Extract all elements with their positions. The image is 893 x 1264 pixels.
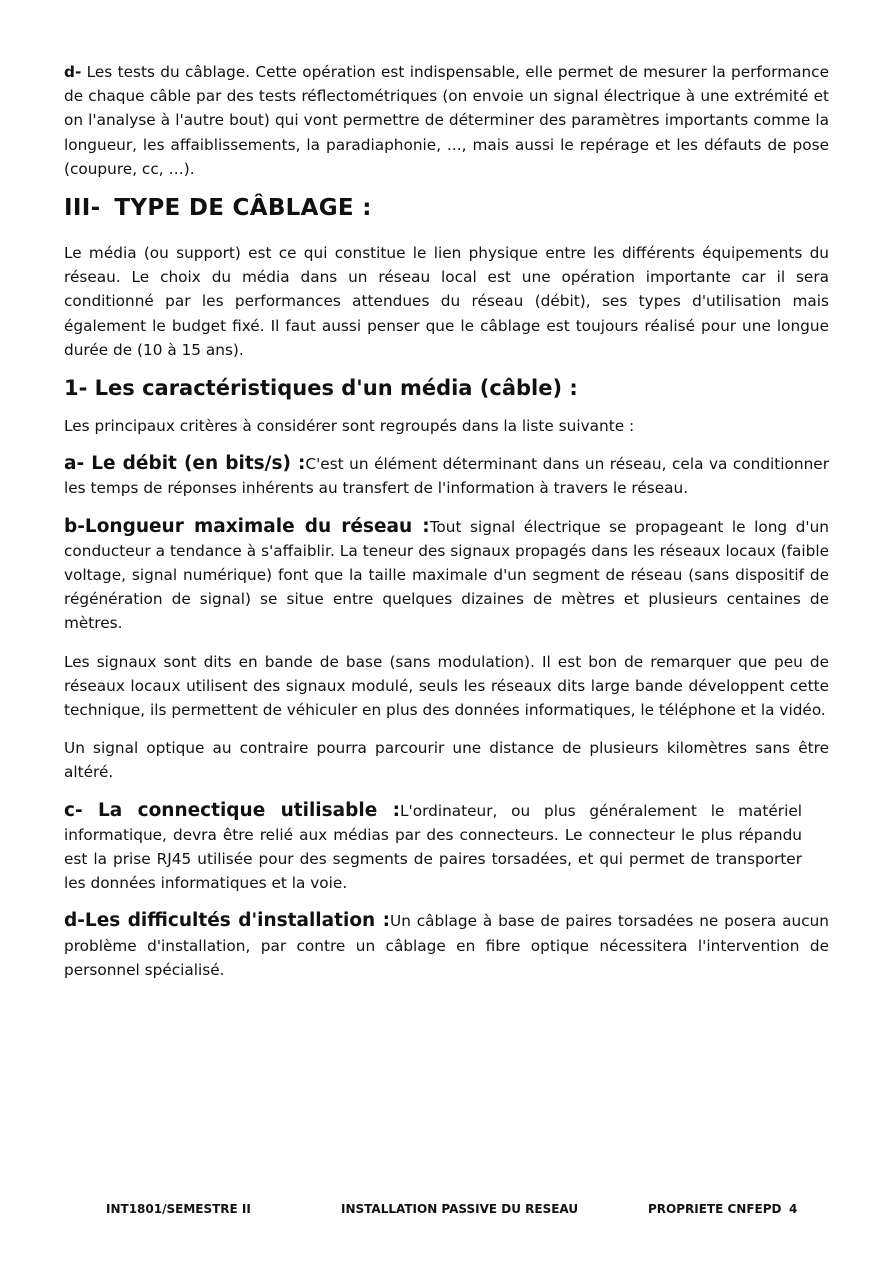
criterion-a [64,452,829,500]
paragraph-optical: Un signal optique au contraire pourra parcourir une distance de plusieurs kilomètres sans être altéré. [64,739,829,782]
footer-page-number: 4 [789,1202,798,1216]
subsection-heading: 1- Les caractéristiques d'un média (câble) : [64,376,578,401]
section-title: TYPE DE CÂBLAGE : [114,195,372,222]
criterion-b [64,515,829,636]
criterion-d-title: d-Les difficultés d'installation : [64,910,391,932]
paragraph-media: Le média (ou support) est ce qui constitue le lien physique entre les différents équipements du réseau. Le choix du média dans un réseau local est une opération importante car il sera conditionné par les performances attendues du réseau (débit), ses types d'utilisation mais également le budget fixé. Il faut aussi penser que le câblage est toujours réalisé pour une longue durée de (10 à 15 ans). [64,244,829,359]
criterion-c-title: c- La connectique utilisable : [64,799,401,821]
criterion-d [64,909,829,982]
paragraph-criteria-intro: Les principaux critères à considérer sont regroupés dans la liste suivante : [64,417,635,436]
criterion-b-text: Tout signal électrique se propageant le long d'un conducteur a tendance à s'affaiblir. La teneur des signaux propagés dans les réseaux locaux (faible voltage, signal numérique) font que la taille maximale d'un segment de réseau (sans dispositif de régénération de signal) se situe entre quelques dizaines de mètres et plusieurs centaines de mètres. [64,517,829,633]
criterion-a-text: C'est un élément déterminant dans un réseau, cela va conditionner les temps de réponses inhérents au transfert de l'information à travers le réseau. [64,455,830,498]
paragraph-signals: Les signaux sont dits en bande de base (sans modulation). Il est bon de remarquer que peu de réseaux locaux utilisent des signaux modulé, seuls les réseaux dits large bande développent cette technique, ils permettent de véhiculer en plus des données informatiques, le téléphone et la vidéo. [64,652,829,720]
paragraph-cable-tests [64,60,829,181]
section-heading [64,195,829,221]
section-number: III- [64,195,101,222]
page-content [64,60,829,996]
item-d-marker: d- [64,63,82,81]
footer-title: INSTALLATION PASSIVE DU RESEAU [341,1202,579,1216]
footer-course: INT1801/SEMESTRE II [106,1202,251,1216]
criterion-c-text: L'ordinateur, ou plus généralement le matériel informatique, devra être relié aux médias par des connecteurs. Le connecteur le plus répandu est la prise RJ45 utilisée pour des segments de paires torsadées, et qui permet de transporter les données informatiques et la voie. [64,801,802,893]
criterion-c [64,799,802,896]
paragraph-cable-tests-text: Les tests du câblage. Cette opération est indispensable, elle permet de mesurer la performance de chaque câble par des tests réflectométriques (on envoie un signal électrique à une extrémité et on l'analyse à l'autre bout) qui vont permettre de déterminer des paramètres importants comme la longueur, les affaiblissements, la paradiaphonie, ..., mais aussi le repérage et les défauts de pose (coupure, cc, …). [64,63,829,178]
criterion-d-text: Un câblage à base de paires torsadées ne posera aucun problème d'installation, par contre un câblage en fibre optique nécessitera l'intervention de personnel spécialisé. [64,912,829,979]
criterion-a-title: a- Le débit (en bits/s) : [64,453,306,475]
criterion-b-title: b-Longueur maximale du réseau : [64,515,430,537]
footer-owner: PROPRIETE CNFEPD [648,1202,782,1216]
